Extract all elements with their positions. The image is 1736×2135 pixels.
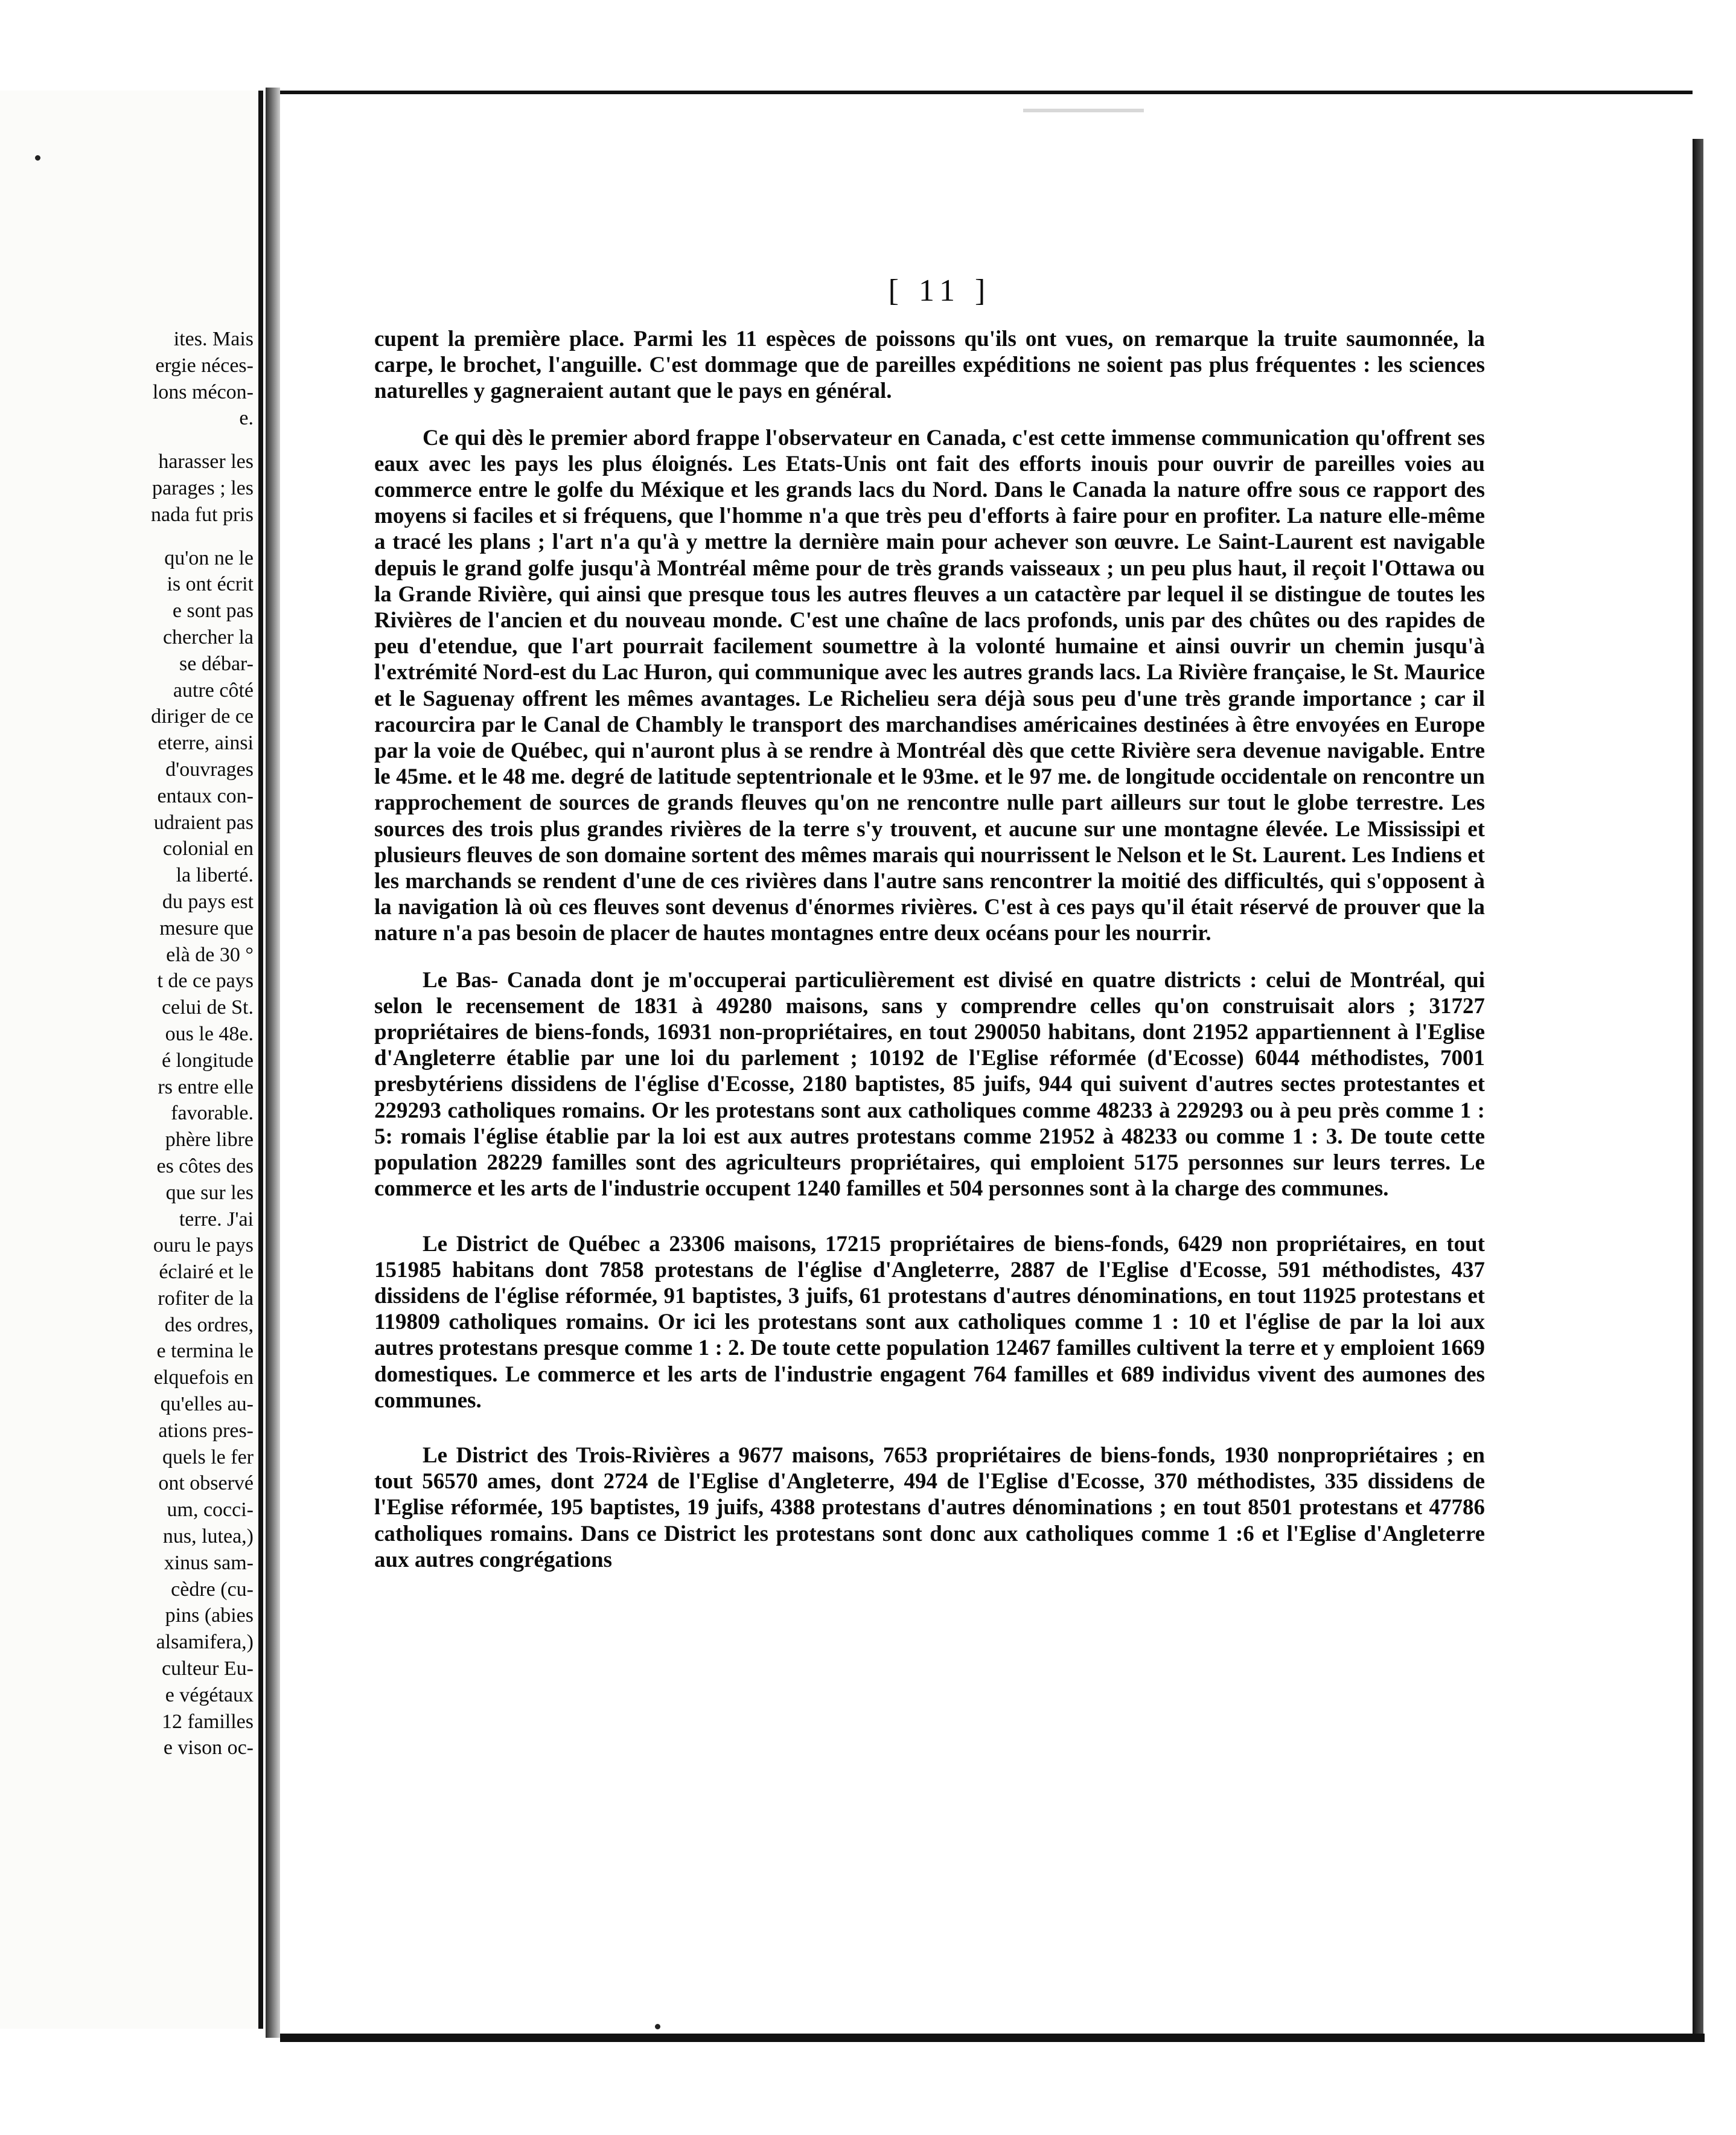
left-page-line: t de ce pays <box>157 970 254 993</box>
paragraph-4: Le District de Québec a 23306 maisons, 17215 propriétaires de biens-fonds, 6429 non propriétaires, en tout 151985 habitans dont 7858 protestans de l'église d'Angleterre, 2887 de l'Eglise d'Ecosse, 591 méthodistes, 437 dissidens de l'église réformée, 91 baptistes, 3 juifs, 61 protestans d'autres dénominations, en tout 11925 protestans et 119809 catholiques romains. Or ici les protestans sont aux catholiques comme 1 : 10 et l'église de par la loi aux autres protestans presque comme 1 : 2. De toute cette population 12467 familles cultivent la terre et y emploient 1669 domestiques. Le commerce et les arts de l'industrie engagent 764 familles et 689 individus vivent des aumones des communes. <box>374 1231 1485 1413</box>
left-page-line: autre côté <box>173 679 254 702</box>
left-page-line: quels le fer <box>162 1445 254 1468</box>
left-page-line: nada fut pris <box>151 503 254 526</box>
left-page-line: des ordres, <box>164 1313 254 1336</box>
ink-speck <box>35 155 40 161</box>
left-page-line: harasser les <box>158 450 254 473</box>
left-page-line: xinus sam- <box>164 1551 254 1574</box>
left-page-line: elquefois en <box>153 1366 254 1389</box>
left-page-line: celui de St. <box>161 996 254 1019</box>
left-page-line: e végétaux <box>165 1683 254 1706</box>
page-number: [ 11 ] <box>888 274 992 308</box>
left-page-line: se débar- <box>179 652 254 675</box>
bottom-page-edge <box>280 2034 1705 2042</box>
left-page-line <box>0 528 254 545</box>
left-page-line: qu'elles au- <box>160 1393 254 1416</box>
left-page-line: cèdre (cu- <box>171 1578 254 1601</box>
left-page-line: colonial en <box>162 837 254 860</box>
left-page-line: um, cocci- <box>167 1499 254 1522</box>
left-page-line: chercher la <box>162 626 254 648</box>
left-page-line: e. <box>239 407 254 430</box>
left-page-line: e termina le <box>156 1340 254 1363</box>
left-page-line: culteur Eu- <box>162 1657 254 1680</box>
left-page-line: la liberté. <box>176 864 254 887</box>
left-page-line: éclairé et le <box>159 1261 254 1284</box>
paragraph-3: Le Bas- Canada dont je m'occuperai particulièrement est divisé en quatre districts : celui de Montréal, qui selon le recensement de 1831 à 49280 maisons, sans y comprendre celles qu'on construisait alors ; 31727 propriétaires de biens-fonds, 16931 non-propriétaires, en tout 290050 habitans, dont 21952 appartiennent à l'Eglise d'Angleterre établie par une loi du parlement ; 10192 de l'Eglise réformée (d'Ecosse) 6044 méthodistes, 7001 presbytériens dissidens de l'église d'Ecosse, 2180 baptistes, 85 juifs, 944 qui suivent d'autres sectes protestantes et 229293 catholiques romains. Or les protestans sont aux catholiques comme 48233 à 229293 ou à peu près comme 1 : 5: romais l'église établie par la loi est aux autres protestans comme 21952 à 48233 ou comme 1 : 3. De toute cette population 28229 familles sont des agriculteurs propriétaires, qui emploient 5175 personnes sur leurs terres. Le commerce et les arts de l'industrie occupent 1240 familles et 504 personnes sont à la charge des communes. <box>374 967 1485 1202</box>
left-page-line: ouru le pays <box>153 1234 254 1257</box>
left-page-line: rs entre elle <box>158 1075 254 1098</box>
left-page-line: es côtes des <box>156 1154 254 1177</box>
left-page-line: eterre, ainsi <box>158 732 254 755</box>
paragraph-5: Le District des Trois-Rivières a 9677 maisons, 7653 propriétaires de biens-fonds, 1930 nonpropriétaires ; en tout 56570 ames, dont 2724 de l'Eglise d'Angleterre, 494 de l'Eglise d'Ecosse, 370 méthodistes, 335 dissidens de l'Eglise réformée, 195 baptistes, 19 juifs, 4388 protestans d'autres dénominations ; en tout 8501 protestans et 47786 catholiques romains. Dans ce District les protestans sont donc aux catholiques comme 1 :6 et l'Eglise d'Angleterre aux autres congrégations <box>374 1442 1485 1572</box>
left-page-line: diriger de ce <box>151 705 254 728</box>
left-page-line: udraient pas <box>153 811 254 834</box>
main-text <box>374 326 1485 1593</box>
left-page-line: du pays est <box>162 890 254 913</box>
left-page-text <box>0 326 254 1761</box>
left-page-line: ous le 48e. <box>165 1022 254 1045</box>
left-page-line: entaux con- <box>157 784 254 807</box>
left-page-line: mesure que <box>159 917 254 939</box>
left-page-line: ont observé <box>158 1472 254 1495</box>
left-page-line: 12 familles <box>161 1710 254 1733</box>
left-page-line: rofiter de la <box>158 1287 254 1310</box>
paragraph-1: cupent la première place. Parmi les 11 espèces de poissons qu'ils ont vues, on remarque la truite saumonnée, la carpe, le brochet, l'anguille. C'est dommage que de pareilles expéditions ne soient pas plus fréquentes : les sciences naturelles y gagneraient autant que le pays en général. <box>374 327 1485 404</box>
left-page-line: elà de 30 ° <box>166 943 254 966</box>
left-page-line: alsamifera,) <box>156 1631 254 1654</box>
left-page-line: pins (abies <box>165 1604 254 1627</box>
left-page-line: phère libre <box>165 1128 254 1151</box>
left-page-line: d'ouvrages <box>165 758 254 781</box>
scan-mark <box>1023 109 1144 112</box>
page-gutter-shadow <box>266 88 280 2038</box>
left-page-line <box>0 432 254 449</box>
left-page-line: e vison oc- <box>163 1736 254 1759</box>
paragraph-2: Ce qui dès le premier abord frappe l'observateur en Canada, c'est cette immense communication qu'offrent ses eaux avec les pays les plus éloignés. Les Etats-Unis ont fait des efforts inouis pour ouvrir de pareilles voies au commerce entre le golfe du Méxique et les grands lacs du Nord. Dans le Canada la nature offre sous ce rapport des moyens si faciles et si fréquens, que l'homme n'a que très peu d'efforts à faire pour en profiter. La nature elle-même a tracé les plans ; l'art n'a qu'à y mettre la dernière main pour achever son œuvre. Le Saint-Laurent est navigable depuis le grand golfe jusqu'à Montréal même pour de très grands vaisseaux ; un peu plus haut, il reçoit l'Ottawa ou la Grande Rivière, qui ainsi que presque tous les autres fleuves a un catactère par lequel il se distingue de toutes les Rivières de l'ancien et du nouveau monde. C'est une chaîne de lacs profonds, unis par des chûtes ou des rapides de peu d'etendue, que l'art pourrait facilement soumettre à la volonté humaine et ainsi ouvrir un chemin jusqu'à l'extrémité Nord-est du Lac Huron, qui communique avec les autres grands lacs. La Rivière française, le St. Maurice et le Saguenay offrent les mêmes avantages. Le Richelieu sera déjà sous peu d'une très grande importance ; car il racourcira par le Canal de Chambly le transport des marchandises américaines destinées à être envoyées en Europe par la voie de Québec, qui n'auront plus à se rendre à Montréal dès que cette Rivière sera devenue navigable. Entre le 45me. et le 48 me. degré de latitude septentrionale et le 93me. et le 97 me. de longitude occidentale on rencontre un rapprochement de sources de grands fleuves qu'on ne rencontre nulle part ailleurs sur tout le globe terrestre. Les sources des trois plus grandes rivières de la terre s'y trouvent, et aucune sur une montagne élevée. Le Mississipi et plusieurs fleuves de son domaine sortent des mêmes marais qui nourrissent le Nelson et le St. Laurent. Les Indiens et les marchands se rendent d'une de ces rivières dans l'autre sans rencontrer la moitié des difficultés, qui s'opposent à la navigation là où ces fleuves sont devenus d'énormes rivières. C'est à ces pays qu'il était réservé de prouver que la nature n'a pas besoin de placer de hautes montagnes entre deux océans pour les nourrir. <box>374 425 1485 946</box>
left-page-line: lons mécon- <box>152 380 254 403</box>
right-page-edge <box>1693 139 1703 2035</box>
left-page-line: parages ; les <box>152 476 254 499</box>
left-page-line: nus, lutea,) <box>162 1525 254 1548</box>
ink-speck <box>655 2024 660 2029</box>
left-page-line: ergie néces- <box>155 354 254 377</box>
left-page-line: e sont pas <box>172 600 254 623</box>
left-page-line: que sur les <box>165 1181 254 1204</box>
left-page-line: terre. J'ai <box>179 1208 254 1231</box>
left-page-line: qu'on ne le <box>164 546 254 569</box>
left-page-line: ations pres- <box>158 1419 254 1442</box>
left-page-line: ites. Mais <box>173 328 254 350</box>
left-page-line: is ont écrit <box>167 573 254 596</box>
left-page-line: é longitude <box>161 1049 254 1072</box>
left-page-line: favorable. <box>171 1102 254 1125</box>
